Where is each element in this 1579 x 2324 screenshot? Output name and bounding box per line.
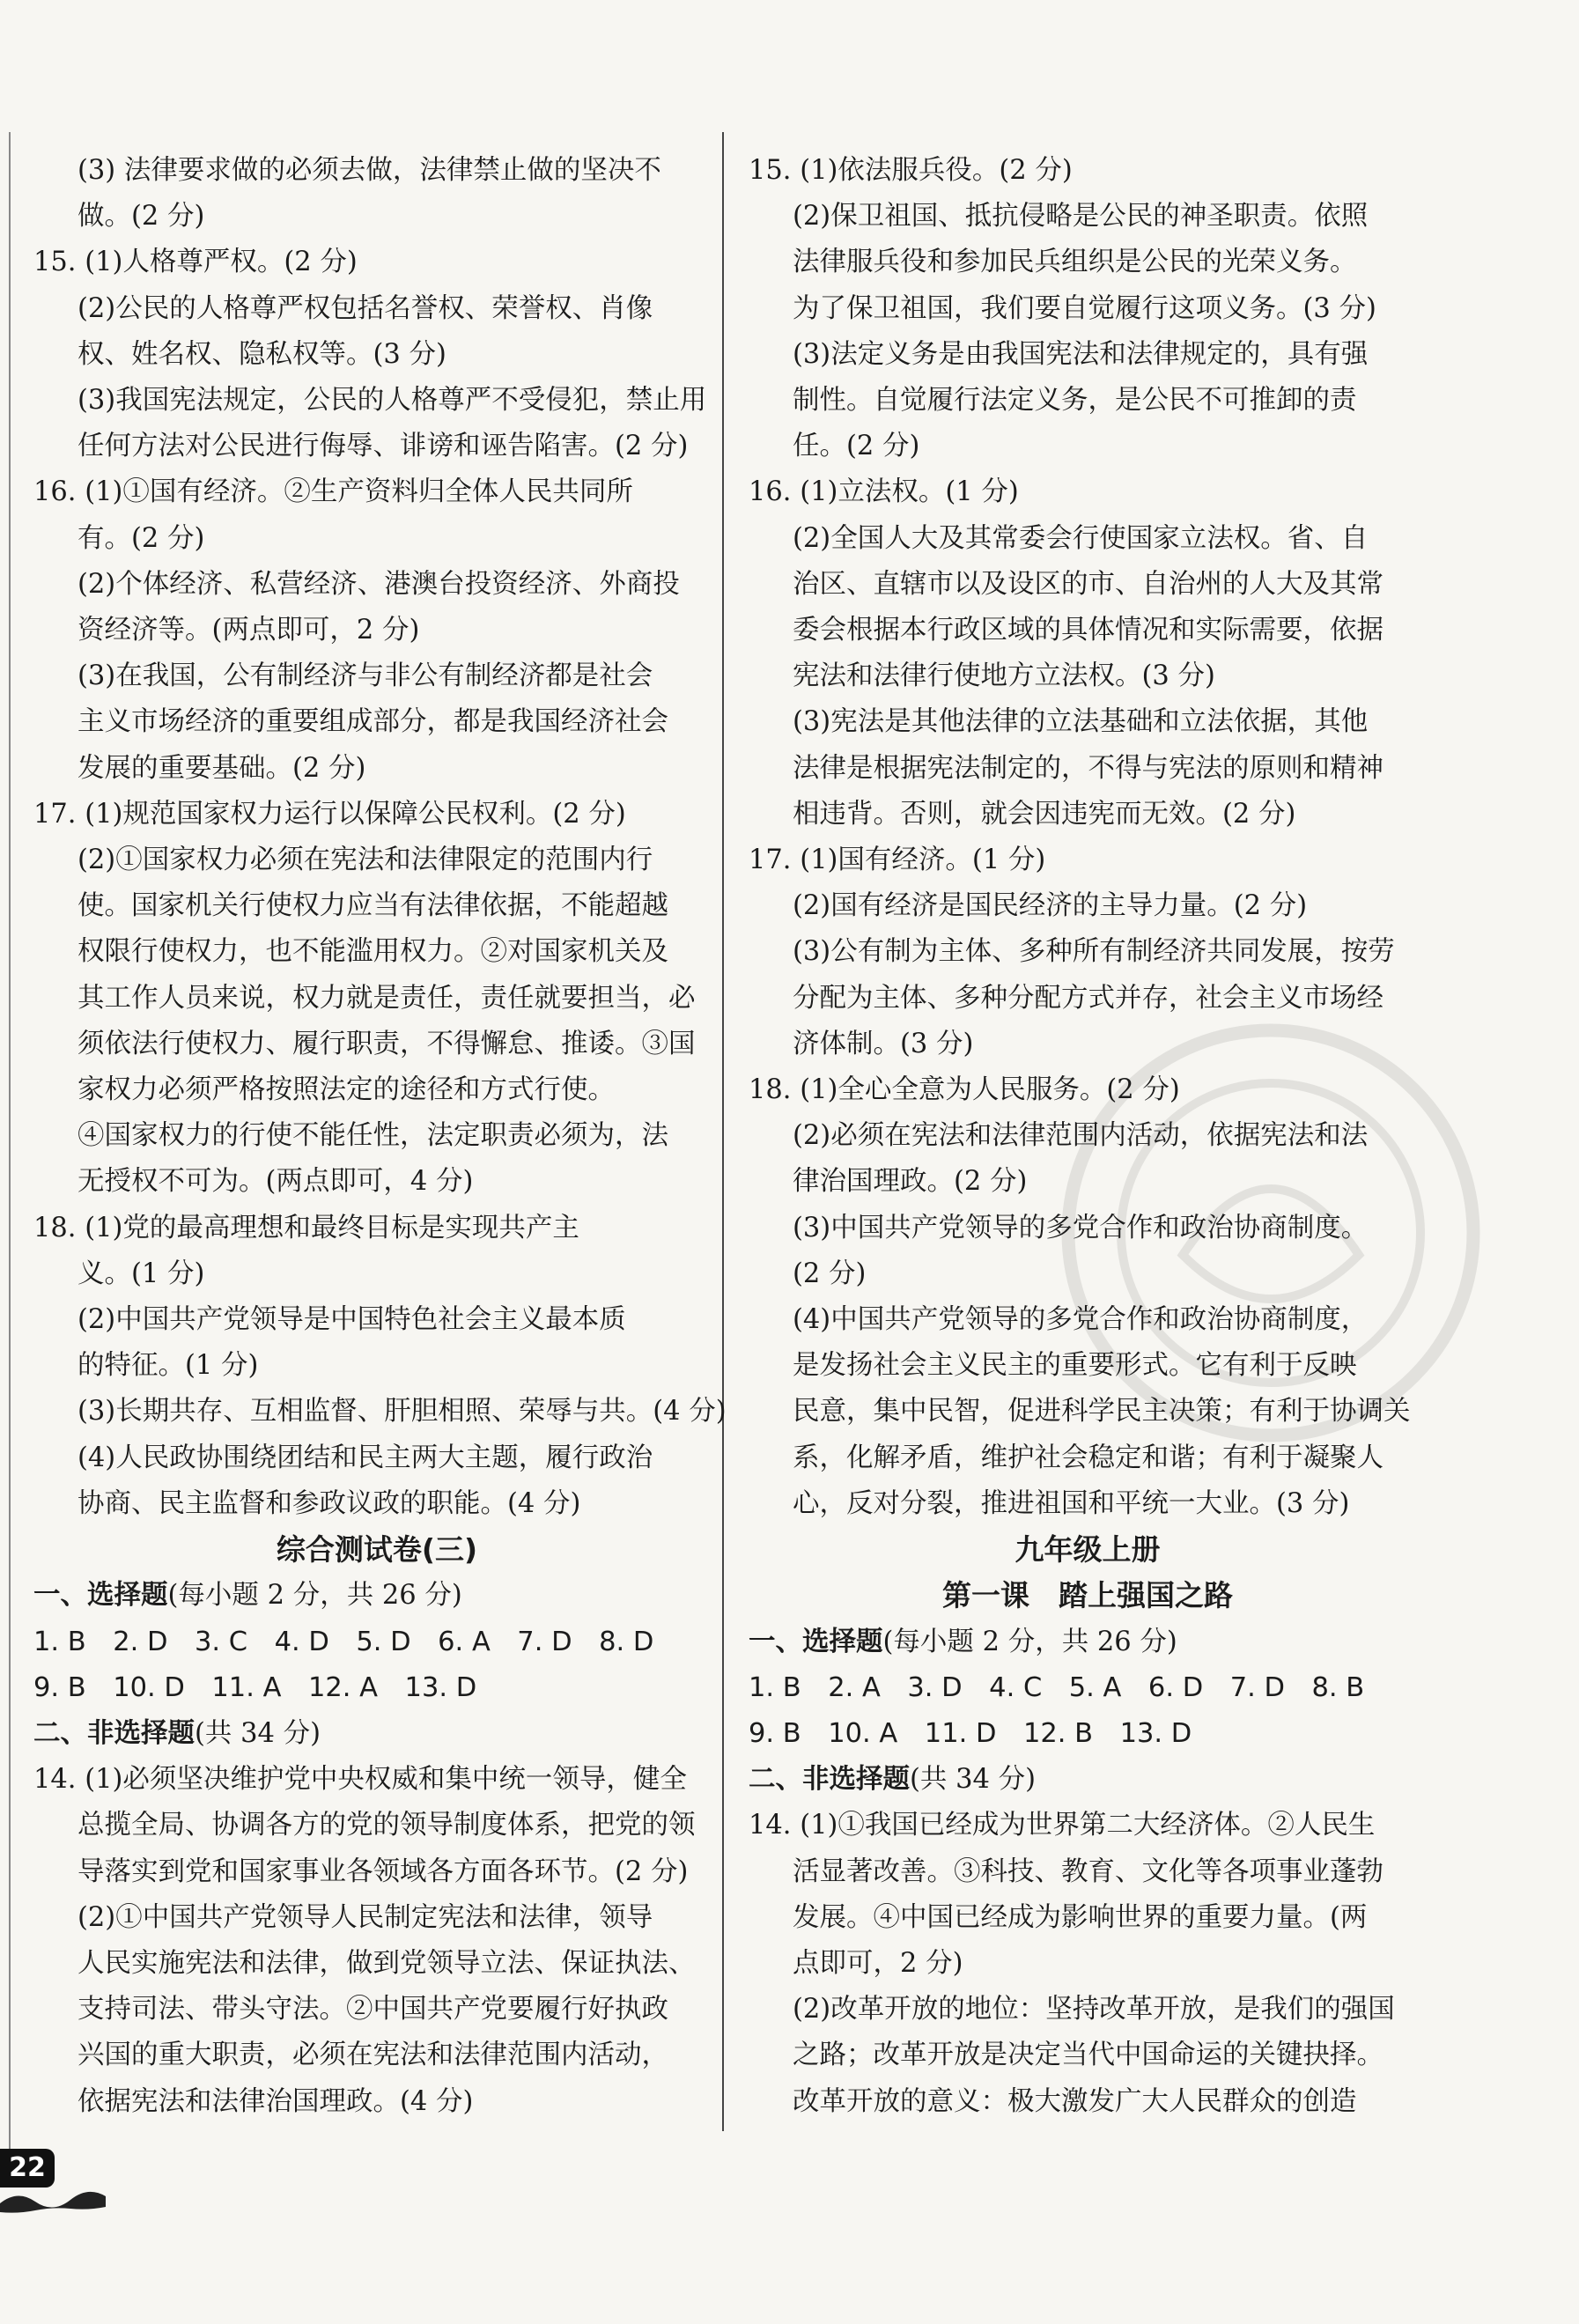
answer-line — [749, 746, 1427, 792]
line-text: 其工作人员来说，权力就是责任，责任就要担当，必 — [77, 982, 696, 1014]
answer-line — [33, 1757, 720, 1803]
answer-line — [749, 883, 1427, 929]
line-text: (3)我国宪法规定，公民的人格尊严不受侵犯，禁止用 — [77, 385, 707, 417]
line-text: (2)必须在宪法和法律范围内活动，依据宪法和法 — [793, 1120, 1369, 1152]
section-title — [33, 1527, 720, 1573]
line-text: (4)人民政协围绕团结和民主两大主题，履行政治 — [77, 1442, 653, 1473]
line-text: 第一课 踏上强国之路 — [942, 1578, 1233, 1613]
answer-line — [749, 240, 1427, 285]
line-text: 分配为主体、多种分配方式并存，社会主义市场经 — [793, 982, 1383, 1014]
line-text: 任何方法对公民进行侮辱、诽谤和诬告陷害。(2 分) — [77, 431, 689, 462]
answer-line — [33, 1389, 727, 1435]
line-text: 16. (1)立法权。(1 分) — [749, 476, 1019, 508]
line-text: 15. (1)人格尊严权。(2 分) — [33, 247, 358, 278]
line-text: 委会根据本行政区域的具体情况和实际需要，依据 — [793, 615, 1383, 646]
line-text: 9. B 10. A 11. D 12. B 13. D — [749, 1717, 1192, 1749]
answer-line — [33, 1113, 720, 1159]
answer-line — [749, 1941, 1427, 1987]
line-text: 发展的重要基础。(2 分) — [77, 752, 366, 784]
answer-line — [33, 746, 720, 792]
answer-line — [33, 1435, 720, 1481]
answer-line — [749, 653, 1427, 699]
answer-line — [33, 469, 720, 515]
line-text: (2)中国共产党领导是中国特色社会主义最本质 — [77, 1304, 626, 1336]
answer-line — [749, 929, 1427, 975]
answer-line — [749, 1343, 1427, 1389]
line-text: (2 分) — [793, 1258, 867, 1289]
line-text: (3)法定义务是由我国宪法和法律规定的，具有强 — [793, 338, 1369, 370]
answer-line — [33, 1343, 720, 1389]
line-text: 14. (1)必须坚决维护党中央权威和集中统一领导，健全 — [33, 1764, 687, 1796]
answer-line — [33, 1803, 720, 1848]
answer-line — [33, 1067, 720, 1113]
answer-line — [33, 1206, 720, 1251]
answer-line — [749, 1251, 1427, 1297]
line-text: (2)①国家权力必须在宪法和法律限定的范围内行 — [77, 845, 653, 876]
line-text: 权限行使权力，也不能滥用权力。②对国家机关及 — [77, 936, 668, 968]
answer-line — [749, 286, 1427, 332]
answer-line — [749, 562, 1427, 608]
page-number: 22 — [0, 2149, 55, 2188]
line-text: (3) 法律要求做的必须去做，法律禁止做的坚决不 — [77, 155, 661, 186]
answer-line — [33, 240, 720, 285]
answer-line — [749, 1067, 1427, 1113]
line-text: 综合测试卷(三) — [276, 1532, 478, 1568]
answer-line — [33, 1849, 720, 1895]
line-text: 任。(2 分) — [793, 431, 920, 462]
answer-line — [33, 286, 720, 332]
answer-line — [749, 976, 1427, 1022]
answer-line — [33, 1159, 720, 1205]
answer-line — [749, 1711, 1427, 1757]
answer-line — [33, 2033, 720, 2078]
line-text: 17. (1)国有经济。(1 分) — [749, 845, 1046, 876]
line-text: 义。(1 分) — [77, 1258, 205, 1289]
answer-line — [749, 1481, 1427, 1527]
line-text: 做。(2 分) — [77, 201, 205, 232]
section-heading — [33, 1573, 720, 1619]
answer-line — [33, 792, 720, 837]
answer-line — [749, 2079, 1427, 2125]
heading-note: (共 34 分) — [910, 1764, 1036, 1796]
answer-line — [33, 1251, 720, 1297]
answer-line — [33, 929, 720, 975]
answer-line — [33, 378, 720, 424]
line-text: 之路；改革开放是决定当代中国命运的关键抉择。 — [793, 2040, 1383, 2071]
answer-line — [33, 837, 720, 883]
line-text: 导落实到党和国家事业各领域各方面各环节。(2 分) — [77, 1856, 689, 1887]
heading-note: (每小题 2 分，共 26 分) — [167, 1580, 462, 1612]
line-text: (2)改革开放的地位：坚持改革开放，是我们的强国 — [793, 1994, 1395, 2025]
line-text: 1. B 2. D 3. C 4. D 5. D 6. A 7. D 8. D — [33, 1626, 654, 1657]
line-text: 制性。自觉履行法定义务，是公民不可推卸的责 — [793, 385, 1357, 417]
answer-line — [749, 2033, 1427, 2078]
answer-line — [33, 516, 720, 562]
answer-line — [749, 1113, 1427, 1159]
section-heading — [749, 1619, 1427, 1665]
right-column — [749, 148, 1427, 2125]
line-text: 17. (1)规范国家权力运行以保障公民权利。(2 分) — [33, 798, 626, 830]
line-text: 二、非选择题 — [749, 1764, 910, 1796]
answer-line — [33, 1941, 720, 1987]
heading-note: (每小题 2 分，共 26 分) — [882, 1626, 1177, 1657]
answer-line — [749, 332, 1427, 378]
answer-line — [749, 469, 1427, 515]
answer-line — [33, 1481, 720, 1527]
answer-line — [749, 1022, 1427, 1067]
line-text: 律治国理政。(2 分) — [793, 1166, 1028, 1198]
line-text: 1. B 2. A 3. D 4. C 5. A 6. D 7. D 8. B — [749, 1671, 1365, 1703]
column-divider — [722, 132, 724, 2131]
answer-line — [33, 653, 720, 699]
answer-line — [749, 424, 1427, 469]
answer-line — [749, 1389, 1427, 1435]
margin-rule — [9, 132, 11, 2158]
answer-line — [749, 1987, 1427, 2033]
line-text: 15. (1)依法服兵役。(2 分) — [749, 155, 1073, 186]
answer-line — [749, 378, 1427, 424]
answer-line — [749, 792, 1427, 837]
line-text: (3)长期共存、互相监督、肝胆相照、荣辱与共。(4 分) — [77, 1396, 727, 1428]
line-text: 点即可，2 分) — [793, 1947, 963, 1979]
answer-line — [749, 1297, 1427, 1343]
line-text: (3)中国共产党领导的多党合作和政治协商制度。 — [793, 1212, 1369, 1243]
answer-line — [749, 608, 1427, 653]
answer-line — [33, 1022, 720, 1067]
line-text: 9. B 10. D 11. A 12. A 13. D — [33, 1671, 477, 1703]
line-text: 一、选择题 — [33, 1580, 168, 1612]
answer-line — [33, 562, 720, 608]
answer-line — [749, 1665, 1427, 1711]
line-text: (2)①中国共产党领导人民制定宪法和法律，领导 — [77, 1901, 653, 1933]
line-text: 人民实施宪法和法律，做到党领导立法、保证执法、 — [77, 1947, 696, 1979]
heading-note: (共 34 分) — [195, 1717, 321, 1749]
line-text: (4)中国共产党领导的多党合作和政治协商制度， — [793, 1304, 1369, 1336]
line-text: 的特征。(1 分) — [77, 1350, 259, 1382]
answer-line — [33, 608, 720, 653]
line-text: 济体制。(3 分) — [793, 1028, 974, 1059]
line-text: (2)国有经济是国民经济的主导力量。(2 分) — [793, 890, 1308, 922]
answer-line — [749, 1435, 1427, 1481]
line-text: (2)保卫祖国、抵抗侵略是公民的神圣职责。依照 — [793, 201, 1369, 232]
line-text: 活显著改善。③科技、教育、文化等各项事业蓬勃 — [793, 1856, 1383, 1887]
line-text: 民意，集中民智，促进科学民主决策；有利于协调关 — [793, 1396, 1411, 1428]
line-text: 改革开放的意义：极大激发广大人民群众的创造 — [793, 2085, 1357, 2117]
line-text: 家权力必须严格按照法定的途径和方式行使。 — [77, 1074, 615, 1106]
line-text: 主义市场经济的重要组成部分，都是我国经济社会 — [77, 706, 668, 738]
answer-line — [749, 148, 1427, 194]
answer-line — [749, 1849, 1427, 1895]
answer-line — [749, 1159, 1427, 1205]
answer-line — [749, 1895, 1427, 1941]
answer-line — [749, 837, 1427, 883]
answer-line — [749, 699, 1427, 745]
line-text: 无授权不可为。(两点即可，4 分) — [77, 1166, 474, 1198]
answer-line — [33, 2079, 720, 2125]
line-text: 九年级上册 — [1015, 1532, 1161, 1568]
line-text: 为了保卫祖国，我们要自觉履行这项义务。(3 分) — [793, 292, 1376, 324]
section-title — [749, 1527, 1427, 1573]
line-text: 宪法和法律行使地方立法权。(3 分) — [793, 660, 1215, 692]
line-text: 相违背。否则，就会因违宪而无效。(2 分) — [793, 798, 1296, 830]
answer-line — [749, 194, 1427, 240]
line-text: 是发扬社会主义民主的重要形式。它有利于反映 — [793, 1350, 1357, 1382]
answer-line — [749, 1206, 1427, 1251]
line-text: 心，反对分裂，推进祖国和平统一大业。(3 分) — [793, 1487, 1350, 1519]
line-text: 法律服兵役和参加民兵组织是公民的光荣义务。 — [793, 247, 1357, 278]
line-text: ④国家权力的行使不能任性，法定职责必须为，法 — [77, 1120, 668, 1152]
line-text: (2)全国人大及其常委会行使国家立法权。省、自 — [793, 522, 1369, 554]
answer-line — [33, 148, 720, 194]
section-heading — [749, 1757, 1427, 1803]
answer-line — [33, 332, 720, 378]
line-text: 二、非选择题 — [33, 1717, 195, 1749]
line-text: 有。(2 分) — [77, 522, 205, 554]
section-heading — [33, 1711, 720, 1757]
answer-line — [33, 424, 720, 469]
answer-line — [33, 1987, 720, 2033]
answer-line — [749, 516, 1427, 562]
line-text: 治区、直辖市以及设区的市、自治州的人大及其常 — [793, 568, 1383, 600]
line-text: (3)公有制为主体、多种所有制经济共同发展，按劳 — [793, 936, 1395, 968]
answer-line — [33, 1665, 720, 1711]
line-text: 须依法行使权力、履行职责，不得懈怠、推诿。③国 — [77, 1028, 696, 1059]
line-text: 资经济等。(两点即可，2 分) — [77, 615, 420, 646]
line-text: (2)个体经济、私营经济、港澳台投资经济、外商投 — [77, 568, 680, 600]
line-text: 依据宪法和法律治国理政。(4 分) — [77, 2085, 474, 2117]
line-text: 权、姓名权、隐私权等。(3 分) — [77, 338, 446, 370]
line-text: 发展。④中国已经成为影响世界的重要力量。(两 — [793, 1901, 1368, 1933]
answer-line — [33, 1297, 720, 1343]
answer-line — [33, 194, 720, 240]
answer-line — [33, 1895, 720, 1941]
line-text: 18. (1)全心全意为人民服务。(2 分) — [749, 1074, 1180, 1106]
answer-line — [33, 1619, 720, 1665]
section-title — [749, 1573, 1427, 1619]
line-text: 18. (1)党的最高理想和最终目标是实现共产主 — [33, 1212, 579, 1243]
line-text: 16. (1)①国有经济。②生产资料归全体人民共同所 — [33, 476, 633, 508]
left-column — [33, 148, 727, 2125]
answer-line — [33, 883, 720, 929]
wave-ornament — [0, 2188, 106, 2214]
line-text: 兴国的重大职责，必须在宪法和法律范围内活动， — [77, 2040, 668, 2071]
answer-line — [33, 976, 720, 1022]
line-text: 总揽全局、协调各方的党的领导制度体系，把党的领 — [77, 1810, 696, 1841]
line-text: 支持司法、带头守法。②中国共产党要履行好执政 — [77, 1994, 668, 2025]
line-text: 法律是根据宪法制定的，不得与宪法的原则和精神 — [793, 752, 1383, 784]
line-text: (3)在我国，公有制经济与非公有制经济都是社会 — [77, 660, 653, 692]
line-text: 系，化解矛盾，维护社会稳定和谐；有利于凝聚人 — [793, 1442, 1383, 1473]
line-text: 一、选择题 — [749, 1626, 883, 1657]
answer-line — [749, 1803, 1427, 1848]
line-text: (2)公民的人格尊严权包括名誉权、荣誉权、肖像 — [77, 292, 653, 324]
line-text: 使。国家机关行使权力应当有法律依据，不能超越 — [77, 890, 668, 922]
answer-line — [33, 699, 720, 745]
line-text: (3)宪法是其他法律的立法基础和立法依据，其他 — [793, 706, 1369, 738]
line-text: 协商、民主监督和参政议政的职能。(4 分) — [77, 1487, 581, 1519]
line-text: 14. (1)①我国已经成为世界第二大经济体。②人民生 — [749, 1810, 1376, 1841]
